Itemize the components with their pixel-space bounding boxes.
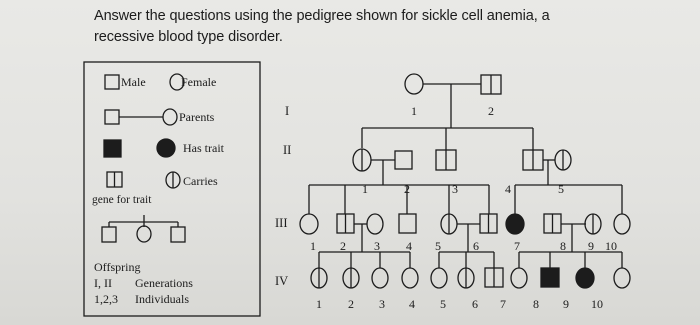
gen4-male-9-affected bbox=[541, 268, 559, 287]
gen4-num-9: 9 bbox=[563, 297, 569, 311]
legend-female-label: Female bbox=[181, 75, 217, 89]
gen4-num-8: 8 bbox=[533, 297, 539, 311]
gen3-num-8: 8 bbox=[560, 239, 566, 253]
gen3-num-9: 9 bbox=[588, 239, 594, 253]
question-line-1: Answer the questions using the pedigree shown for sickle cell anemia, a bbox=[94, 8, 550, 24]
gen3-num-3: 3 bbox=[374, 239, 380, 253]
gen2-num-4: 4 bbox=[505, 182, 511, 196]
offspring-male-2 bbox=[171, 227, 185, 242]
gen4-female-3 bbox=[372, 268, 388, 288]
generation-III bbox=[300, 185, 630, 252]
gen2-num-2: 2 bbox=[404, 182, 410, 196]
gen-label-III: III bbox=[275, 216, 288, 230]
offspring-female bbox=[137, 226, 151, 242]
gen4-female-4 bbox=[402, 268, 418, 288]
gen4-num-4: 4 bbox=[409, 297, 415, 311]
gen3-num-5: 5 bbox=[435, 239, 441, 253]
gen2-num-3: 3 bbox=[452, 182, 458, 196]
gen3-num-2: 2 bbox=[340, 239, 346, 253]
legend-generations-label: Generations bbox=[135, 276, 193, 290]
gen3-num-4: 4 bbox=[406, 239, 412, 253]
legend-male-label: Male bbox=[121, 75, 146, 89]
gen-label-II: II bbox=[283, 143, 292, 157]
gen4-num-7: 7 bbox=[500, 297, 506, 311]
male-symbol bbox=[105, 75, 119, 89]
gen4-female-10-affected bbox=[576, 268, 594, 288]
gen2-num-5: 5 bbox=[558, 182, 564, 196]
offspring-male-1 bbox=[102, 227, 116, 242]
gen3-female-3 bbox=[367, 214, 383, 234]
affected-female-symbol bbox=[157, 139, 175, 157]
legend-gen-key: I, II bbox=[94, 276, 112, 290]
gen3-female-7-affected bbox=[506, 214, 524, 234]
legend-carries-label: Carries bbox=[183, 174, 218, 188]
gen4-num-2: 2 bbox=[348, 297, 354, 311]
gen4-num-3: 3 bbox=[379, 297, 385, 311]
question-line-2: recessive blood type disorder. bbox=[94, 29, 283, 45]
gen3-male-4 bbox=[399, 214, 416, 233]
parents-female-symbol bbox=[163, 109, 177, 125]
affected-male-symbol bbox=[104, 140, 121, 157]
gen3-num-1: 1 bbox=[310, 239, 316, 253]
gen1-num-1: 1 bbox=[411, 104, 417, 118]
gen4-num-6: 6 bbox=[472, 297, 478, 311]
gen-label-I: I bbox=[285, 104, 290, 118]
legend-parents-label: Parents bbox=[179, 110, 215, 124]
generation-IV bbox=[311, 252, 630, 288]
gen4-num-1: 1 bbox=[316, 297, 322, 311]
gen4-female-8 bbox=[511, 268, 527, 288]
gen3-female-1 bbox=[300, 214, 318, 234]
legend-offspring-label: Offspring bbox=[94, 260, 141, 274]
legend-individuals-label: Individuals bbox=[135, 292, 189, 306]
gen4-num-10: 10 bbox=[591, 297, 603, 311]
parents-male-symbol bbox=[105, 110, 119, 124]
gen1-num-2: 2 bbox=[488, 104, 494, 118]
legend-has-trait-label: Has trait bbox=[183, 141, 224, 155]
gen1-female-1 bbox=[405, 74, 423, 94]
gen3-num-10: 10 bbox=[605, 239, 617, 253]
gen2-num-1: 1 bbox=[362, 182, 368, 196]
gen-label-IV: IV bbox=[275, 274, 289, 288]
gen3-num-6: 6 bbox=[473, 239, 479, 253]
gen3-num-7: 7 bbox=[514, 239, 520, 253]
generation-I bbox=[405, 74, 501, 128]
gen2-male-2 bbox=[395, 151, 412, 169]
gen4-female-5 bbox=[431, 268, 447, 288]
generation-II bbox=[353, 128, 571, 185]
legend bbox=[84, 62, 260, 316]
legend-gene-label: gene for trait bbox=[92, 194, 152, 206]
gen3-female-10 bbox=[614, 214, 630, 234]
gen4-female-11 bbox=[614, 268, 630, 288]
gen4-num-5: 5 bbox=[440, 297, 446, 311]
legend-ind-key: 1,2,3 bbox=[94, 292, 118, 306]
